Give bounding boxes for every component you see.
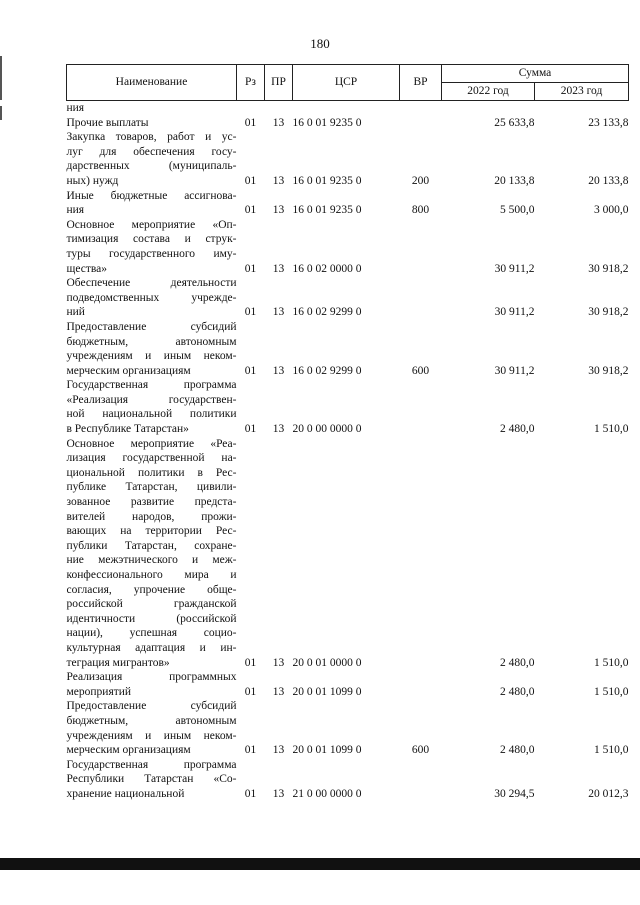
row-name-line: лизация государственной на- (66, 452, 237, 465)
row-csr: 16 0 01 9235 0 (292, 116, 362, 129)
row-name-line: Государственная программа (66, 758, 237, 771)
row-pr: 13 (272, 116, 285, 129)
row-name-line: Предоставление субсидий (66, 700, 237, 713)
row-name-line: ние межэтнического и меж- (66, 554, 237, 567)
row-value-2022: 2 480,0 (500, 685, 535, 698)
row-csr: 20 0 01 0000 0 (292, 656, 362, 669)
row-name-line: в Республике Татарстан» (66, 423, 189, 436)
row-value-2023: 30 918,2 (588, 364, 629, 377)
table-row (67, 437, 629, 671)
row-name-line: ний (66, 306, 85, 319)
row-value-2023: 30 918,2 (588, 262, 629, 275)
row-value-2023: 3 000,0 (594, 204, 629, 217)
row-name-line: ной национальной политики (66, 408, 237, 421)
header-rz: Рз (237, 65, 265, 101)
row-vr (400, 378, 442, 436)
row-rz: 01 (244, 656, 257, 669)
row-name-line: бюджетным, автономным (66, 335, 237, 348)
row-name-line: публике Татарстан, цивили- (66, 481, 237, 494)
row-vr: 600 (411, 364, 430, 377)
row-name-line: ных) нужд (66, 174, 119, 187)
row-vr: 200 (411, 174, 430, 187)
table-row (67, 670, 629, 699)
header-name: Наименование (67, 65, 237, 101)
row-name (67, 437, 237, 671)
row-name-line: дарственных (муниципаль- (66, 160, 237, 173)
row-rz: 01 (244, 744, 257, 757)
row-name-line: ния (66, 102, 85, 114)
row-name-line: Республики Татарстан «Со- (66, 773, 237, 786)
row-name-line: туры государственного иму- (66, 247, 237, 260)
row-name-line: Предоставление субсидий (66, 320, 237, 333)
row-name (67, 670, 237, 699)
row-rz: 01 (244, 306, 257, 319)
row-csr: 20 0 01 1099 0 (292, 744, 362, 757)
row-name (67, 320, 237, 378)
row-csr: 16 0 01 9235 0 (292, 174, 362, 187)
row-pr: 13 (272, 685, 285, 698)
row-name-line: конфессионального мира и (66, 569, 237, 581)
row-value-2022 (442, 101, 535, 116)
row-pr (265, 101, 293, 116)
row-name-line: публики Татарстан, сохране- (66, 539, 237, 552)
row-name-line: Основное мероприятие «Оп- (66, 218, 237, 231)
row-name-line: ния (66, 204, 85, 217)
row-csr: 20 0 00 0000 0 (292, 423, 362, 436)
row-value-2022: 2 480,0 (500, 656, 535, 669)
row-value-2022: 20 133,8 (494, 174, 535, 187)
header-vr: ВР (400, 65, 442, 101)
table-row (67, 320, 629, 378)
row-value-2023: 30 918,2 (588, 306, 629, 319)
row-rz: 01 (244, 423, 257, 436)
row-name (67, 378, 237, 436)
row-name-line: циональной политики в Рес- (66, 466, 237, 479)
row-value-2022: 25 633,8 (494, 116, 535, 129)
row-value-2022: 5 500,0 (500, 204, 535, 217)
table-row (67, 699, 629, 757)
row-name-line: культурная адаптация и ин- (66, 641, 237, 654)
row-rz: 01 (244, 685, 257, 698)
row-value-2023: 1 510,0 (594, 744, 629, 757)
row-rz: 01 (244, 204, 257, 217)
row-value-2023: 1 510,0 (594, 423, 629, 436)
row-value-2023: 20 012,3 (588, 787, 629, 800)
table-row (67, 101, 629, 116)
row-pr: 13 (272, 423, 285, 436)
row-name (67, 189, 237, 218)
row-value-2023 (535, 101, 629, 116)
row-value-2023: 1 510,0 (594, 656, 629, 669)
row-pr: 13 (272, 744, 285, 757)
row-name-line: бюджетным, автономным (66, 714, 237, 727)
row-rz: 01 (244, 262, 257, 275)
row-name-line: Закупка товаров, работ и ус- (66, 131, 237, 144)
row-value-2022: 2 480,0 (500, 423, 535, 436)
row-name-line: учреждениям и иным неком- (66, 350, 237, 363)
row-name-line: тимизация состава и струк- (66, 233, 237, 246)
row-name-line: Прочие выплаты (66, 116, 149, 129)
row-name-line: теграция мигрантов» (66, 656, 170, 669)
row-vr: 600 (411, 744, 430, 757)
header-year-2023: 2023 год (535, 83, 629, 101)
row-name-line: подведомственных учрежде- (66, 291, 237, 304)
table-row (67, 116, 629, 131)
row-value-2022: 30 911,2 (494, 364, 535, 377)
row-name (67, 101, 237, 116)
scan-bottom-bar (0, 858, 640, 870)
row-name (67, 276, 237, 320)
header-csr: ЦСР (293, 65, 400, 101)
header-sum: Сумма (442, 65, 629, 83)
row-name-line: вающих на территории Рес- (66, 525, 237, 538)
row-csr: 16 0 02 9299 0 (292, 364, 362, 377)
row-csr: 20 0 01 1099 0 (292, 685, 362, 698)
row-name-line: мерческим организациям (66, 744, 191, 757)
row-name-line: луг для обеспечения госу- (66, 145, 237, 158)
row-value-2023: 20 133,8 (588, 174, 629, 187)
row-vr (400, 276, 442, 320)
row-name (67, 130, 237, 188)
row-vr (400, 101, 442, 116)
row-name-line: Обеспечение деятельности (66, 277, 237, 290)
row-name-line: мероприятий (66, 685, 132, 698)
row-value-2022: 30 294,5 (494, 787, 535, 800)
header-pr: ПР (265, 65, 293, 101)
table-row (67, 130, 629, 188)
row-name-line: Реализация программных (66, 671, 237, 684)
row-pr: 13 (272, 204, 285, 217)
row-value-2022: 30 911,2 (494, 306, 535, 319)
row-name-line: зованное развитие предста- (66, 496, 237, 509)
row-name-line: мерческим организациям (66, 364, 191, 377)
row-pr: 13 (272, 262, 285, 275)
table-header (67, 65, 629, 101)
row-value-2022: 30 911,2 (494, 262, 535, 275)
row-csr: 21 0 00 0000 0 (292, 787, 362, 800)
row-name-line: согласия, упрочение обще- (66, 583, 237, 596)
scan-edge-mark (0, 56, 2, 100)
header-year-2022: 2022 год (442, 83, 535, 101)
row-name (67, 758, 237, 802)
row-rz: 01 (244, 174, 257, 187)
row-vr (400, 116, 442, 131)
row-name (67, 699, 237, 757)
table-row (67, 276, 629, 320)
row-name-line: «Реализация государствен- (66, 393, 237, 406)
page-number: 180 (310, 36, 330, 51)
row-rz (237, 101, 265, 116)
row-pr: 13 (272, 364, 285, 377)
row-name-line: учреждениям и иным неком- (66, 729, 237, 742)
row-csr: 16 0 02 9299 0 (292, 306, 362, 319)
row-rz: 01 (244, 116, 257, 129)
row-csr: 16 0 01 9235 0 (292, 204, 362, 217)
table-row (67, 758, 629, 802)
row-name-line: щества» (66, 262, 108, 275)
row-name (67, 116, 237, 131)
row-vr (400, 218, 442, 276)
row-name-line: российской гражданской (66, 598, 237, 611)
row-pr: 13 (272, 656, 285, 669)
table-row (67, 189, 629, 218)
table-row (67, 378, 629, 436)
row-rz: 01 (244, 787, 257, 800)
row-csr: 16 0 02 0000 0 (292, 262, 362, 275)
row-csr (293, 101, 400, 116)
row-rz: 01 (244, 364, 257, 377)
table-row (67, 218, 629, 276)
table-body (67, 101, 629, 802)
row-pr: 13 (272, 787, 285, 800)
row-vr: 800 (411, 204, 430, 217)
row-vr (400, 437, 442, 671)
row-pr: 13 (272, 174, 285, 187)
row-value-2023: 1 510,0 (594, 685, 629, 698)
row-value-2022: 2 480,0 (500, 744, 535, 757)
row-name-line: Государственная программа (66, 379, 237, 392)
row-name-line: хранение национальной (66, 787, 185, 800)
row-pr: 13 (272, 306, 285, 319)
scan-edge-mark (0, 106, 2, 120)
row-name-line: Основное мероприятие «Реа- (66, 437, 237, 450)
row-value-2023: 23 133,8 (588, 116, 629, 129)
row-name-line: идентичности (российской (66, 612, 237, 625)
row-name-line: Иные бюджетные ассигнова- (66, 189, 237, 202)
row-name (67, 218, 237, 276)
budget-table (66, 64, 629, 802)
row-vr (400, 670, 442, 699)
row-vr (400, 758, 442, 802)
row-name-line: вителей народов, прожи- (66, 510, 237, 523)
row-name-line: нации), успешная социо- (66, 627, 237, 640)
